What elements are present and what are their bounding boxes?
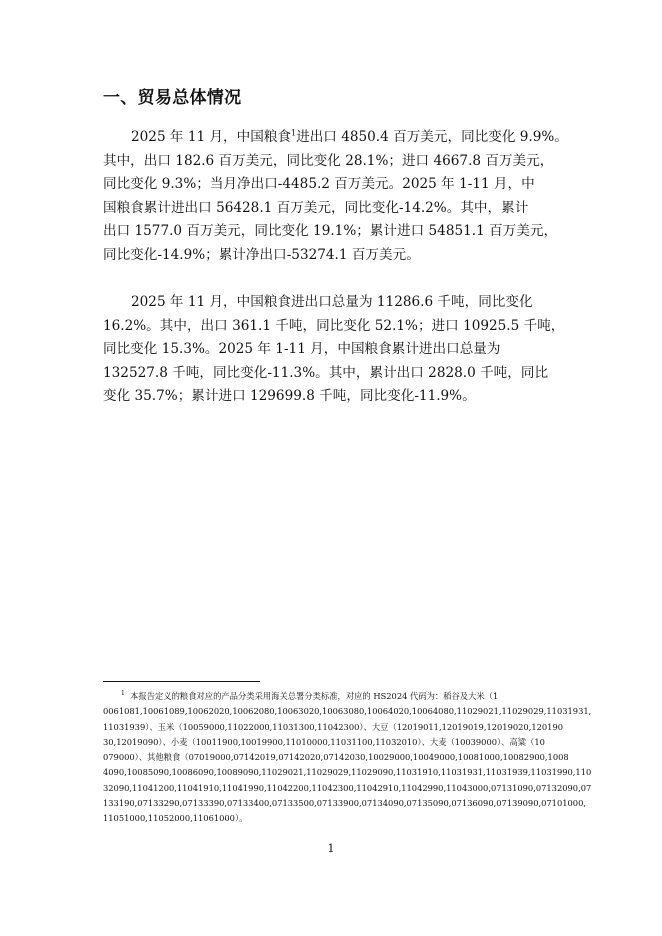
footnote-separator	[103, 681, 260, 682]
paragraph-line: 国粮食累计进出口 56428.1 百万美元，同比变化-14.2%。其中，累计	[103, 199, 529, 216]
paragraph-line: 同比变化-14.9%；累计净出口-53274.1 百万美元。	[103, 246, 420, 263]
footnote-line: 30,12019090）、小麦（10011900,10019900,11010000,11031100,11032010）、大麦（10039000）、高粱（10	[103, 736, 545, 747]
paragraph-trade-volume	[103, 291, 565, 409]
footnote-reference[interactable]: 1	[291, 128, 297, 138]
footnote-line: 32090,11041200,11041910,11041990,11042200,11042300,11042910,11042990,11043000,07131090,07132090,07	[103, 782, 592, 793]
paragraph-line: 其中，出口 182.6 百万美元，同比变化 28.1%；进口 4667.8 百万美元，	[103, 152, 554, 169]
footnote-marker: 1	[121, 690, 125, 698]
text-segment: 进出口 4850.4 百万美元，同比变化 9.9%。	[296, 129, 568, 145]
paragraph-line: 16.2%。其中，出口 361.1 千吨，同比变化 52.1%；进口 10925.5 千吨，	[103, 317, 565, 334]
footnote-line: 079000）、其他粮食（07019000,07142019,07142020,07142030,10029000,10049000,10081000,10082900,1008	[103, 752, 569, 763]
paragraph-trade-value	[103, 126, 568, 268]
footnote-line: 11051000,11052000,11061000）。	[103, 813, 248, 824]
section-heading: 一、贸易总体情况	[103, 88, 242, 108]
page-number: 1	[327, 842, 335, 855]
footnote-line: 11031939）、玉米（10059000,11022000,11031300,11042300）、大豆（12019011,12019019,12019020,120190	[103, 721, 564, 732]
footnote-text: 本报告定义的粮食对应的产品分类采用海关总署分类标准，对应的 HS2024 代码为：稻谷及大米（1	[130, 691, 499, 701]
paragraph-line: 2025 年 11 月，中国粮食进出口总量为 11286.6 千吨，同比变化	[131, 294, 533, 310]
paragraph-line: 同比变化 9.3%；当月净出口-4485.2 百万美元。2025 年 1-11 月，中	[103, 176, 535, 193]
paragraph-line: 变化 35.7%；累计进口 129699.8 千吨，同比变化-11.9%。	[103, 388, 476, 405]
paragraph-line: 出口 1577.0 百万美元，同比变化 19.1%；累计进口 54851.1 百万美元，	[103, 223, 558, 240]
footnote-line: 4090,10085090,10086090,10089090,11029021,11029029,11029090,11031910,11031931,11031939,11031990,110	[103, 767, 592, 778]
text-segment: 2025 年 11 月，中国粮食	[131, 129, 292, 145]
paragraph-line: 132527.8 千吨，同比变化-11.3%。其中，累计出口 2828.0 千吨，同比	[103, 364, 549, 381]
paragraph-line: 同比变化 15.3%。2025 年 1-11 月，中国粮食累计进出口总量为	[103, 341, 501, 358]
footnote-line: 0061081,10061089,10062020,10062080,10063020,10063080,10064020,10064080,11029021,11029029,11031931,	[103, 706, 592, 717]
footnote-line: 133190,07133290,07133390,07133400,07133500,07133900,07134090,07135090,07136090,07139090,07101000,	[103, 798, 586, 809]
footnote-line	[103, 689, 565, 704]
paragraph-line	[103, 126, 568, 150]
footnote	[103, 689, 592, 827]
